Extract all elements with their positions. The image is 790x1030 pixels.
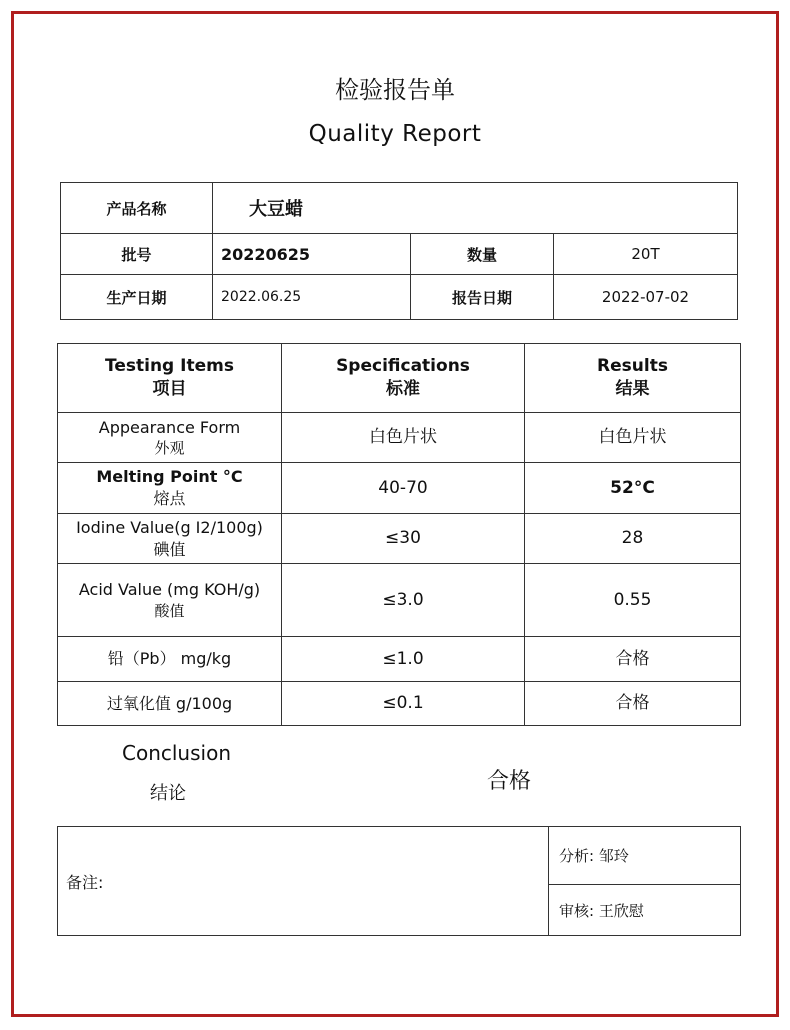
test-item <box>58 463 282 514</box>
test-item-cn: 酸值 <box>154 601 185 620</box>
test-item-cn: 熔点 <box>153 489 186 508</box>
test-result: 白色片状 <box>525 413 741 463</box>
test-item-en: Acid Value (mg KOH/g) <box>78 580 261 600</box>
header-en: Testing Items <box>105 356 234 377</box>
table-row <box>58 682 741 726</box>
header-cn: 项目 <box>152 379 187 399</box>
table-row <box>58 413 741 463</box>
header-testing-items <box>58 344 282 413</box>
test-item-en: Melting Point °C <box>96 467 243 487</box>
test-result: 28 <box>525 514 741 564</box>
header-en: Results <box>597 356 668 377</box>
test-spec: ≤1.0 <box>282 637 525 682</box>
test-item-en: 铅（Pb） mg/kg <box>107 649 232 669</box>
reviewer-signature: 审核: 王欣慰 <box>549 885 741 936</box>
analyst-signature: 分析: 邹玲 <box>549 827 741 885</box>
test-spec: ≤30 <box>282 514 525 564</box>
test-item-cn: 外观 <box>154 439 185 458</box>
test-item-en: Iodine Value(g I2/100g) <box>76 517 263 537</box>
header-results <box>525 344 741 413</box>
table-row <box>58 564 741 637</box>
test-spec: 40-70 <box>282 463 525 514</box>
test-result: 合格 <box>525 682 741 726</box>
test-results-table <box>57 343 741 726</box>
test-item <box>58 413 282 463</box>
report-date-value: 2022-07-02 <box>554 275 738 320</box>
conclusion-value: 合格 <box>487 769 532 794</box>
test-spec: 白色片状 <box>282 413 525 463</box>
test-item <box>58 637 282 682</box>
conclusion-label-en: Conclusion <box>122 741 231 765</box>
remarks-table <box>57 826 741 936</box>
header-cn: 结果 <box>615 379 650 399</box>
table-row <box>58 463 741 514</box>
table-row <box>58 514 741 564</box>
test-item <box>58 682 282 726</box>
batch-label: 批号 <box>61 234 213 275</box>
product-info-table <box>60 182 738 320</box>
header-cn: 标准 <box>386 379 420 399</box>
test-item-en: Appearance Form <box>98 417 241 437</box>
remarks-label: 备注: <box>58 827 549 936</box>
product-name-label: 产品名称 <box>61 183 213 234</box>
report-date-label: 报告日期 <box>411 275 554 320</box>
conclusion-label-cn: 结论 <box>150 783 186 804</box>
test-result: 合格 <box>525 637 741 682</box>
test-spec: ≤0.1 <box>282 682 525 726</box>
production-date-value: 2022.06.25 <box>213 275 411 320</box>
header-en: Specifications <box>336 356 470 377</box>
test-result: 0.55 <box>525 564 741 637</box>
quantity-label: 数量 <box>411 234 554 275</box>
production-date-label: 生产日期 <box>61 275 213 320</box>
test-item <box>58 514 282 564</box>
quantity-value: 20T <box>554 234 738 275</box>
header-specifications <box>282 344 525 413</box>
test-result: 52°C <box>525 463 741 514</box>
report-title-cn: 检验报告单 <box>335 76 455 104</box>
product-name-value: 大豆蜡 <box>213 183 738 234</box>
test-item-cn: 碘值 <box>153 539 186 559</box>
test-item <box>58 564 282 637</box>
batch-value: 20220625 <box>213 234 411 275</box>
test-spec: ≤3.0 <box>282 564 525 637</box>
table-row <box>58 637 741 682</box>
test-item-en: 过氧化值 g/100g <box>106 693 233 713</box>
report-title-en: Quality Report <box>308 121 482 147</box>
